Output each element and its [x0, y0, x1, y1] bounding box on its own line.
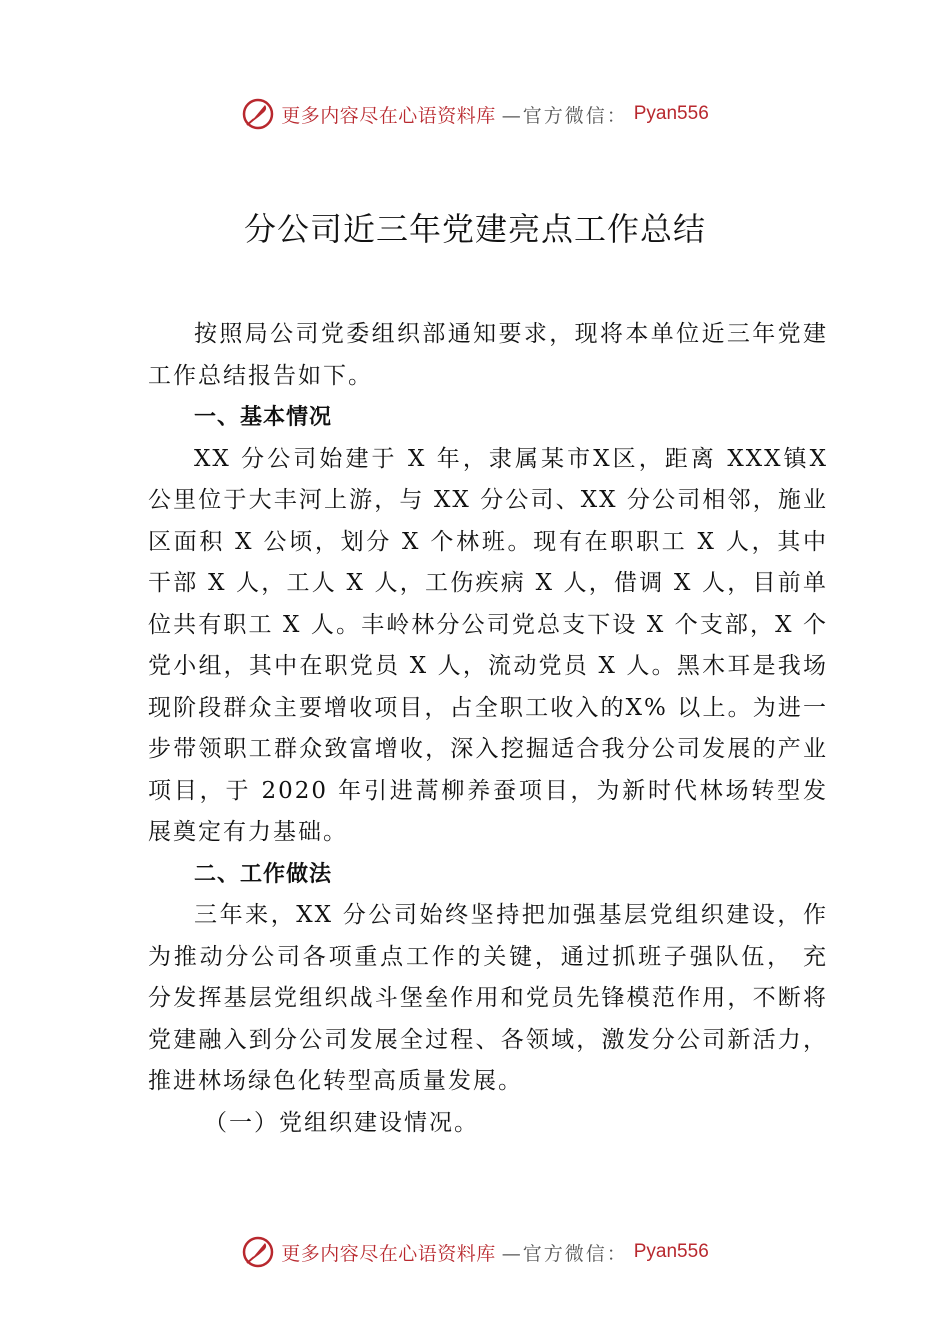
- banner-wechat-id: Pyan556: [633, 103, 709, 124]
- document-body: [148, 314, 828, 1144]
- quill-logo-icon: [241, 1235, 275, 1269]
- header-banner: [0, 94, 950, 134]
- document-title: 分公司近三年党建亮点工作总结: [243, 210, 706, 248]
- banner-wechat-id: Pyan556: [633, 1241, 709, 1262]
- quill-logo-icon: [241, 97, 275, 131]
- basic-info-paragraph: XX 分公司始建于 X 年，隶属某市X区，距离 XXX镇X 公里位于大丰河上游，与 XX 分公司、XX 分公司相邻，施业区面积 X 公顷，划分 X 个林班。现有在职职工 X 人，其中干部 X 人，工人 X 人，工伤疾病 X 人，借调 X 人，目前单位共有职工 X 人。丰岭林分公司党总支下设 X 个支部，X 个党小组，其中在职党员 X 人，流动党员 X 人。黑木耳是我场现阶段群众主要增收项目，占全职工收入的X% 以上。为进一步带领职工群众致富增收，深入挖掘适合我分公司发展的产业项目，于 2020 年引进蒿柳养蚕项目，为新时代林场转型发展奠定有力基础。: [148, 445, 828, 845]
- work-methods-paragraph: 三年来，XX 分公司始终坚持把加强基层党组织建设，作为推动分公司各项重点工作的关键，通过抓班子强队伍， 充分发挥基层党组织战斗堡垒作用和党员先锋模范作用，不断将党建融入到分公司发展全过程、各领域，激发分公司新活力，推进林场绿色化转型高质量发展。: [148, 902, 828, 1094]
- footer-banner: [0, 1232, 950, 1272]
- intro-paragraph: 按照局公司党委组织部通知要求，现将本单位近三年党建工作总结报告如下。: [148, 321, 828, 389]
- banner-brand-text: 更多内容尽在心语资料库: [281, 104, 496, 127]
- banner-brand-text: 更多内容尽在心语资料库: [281, 1242, 496, 1265]
- section-heading-work-methods: 二、工作做法: [194, 861, 333, 887]
- section-heading-basic-info: 一、基本情况: [194, 405, 333, 430]
- subsection-heading-party-org: （一）党组织建设情况。: [204, 1109, 479, 1136]
- banner-wechat-label: —官方微信：: [501, 104, 628, 127]
- banner-wechat-label: —官方微信：: [501, 1242, 628, 1265]
